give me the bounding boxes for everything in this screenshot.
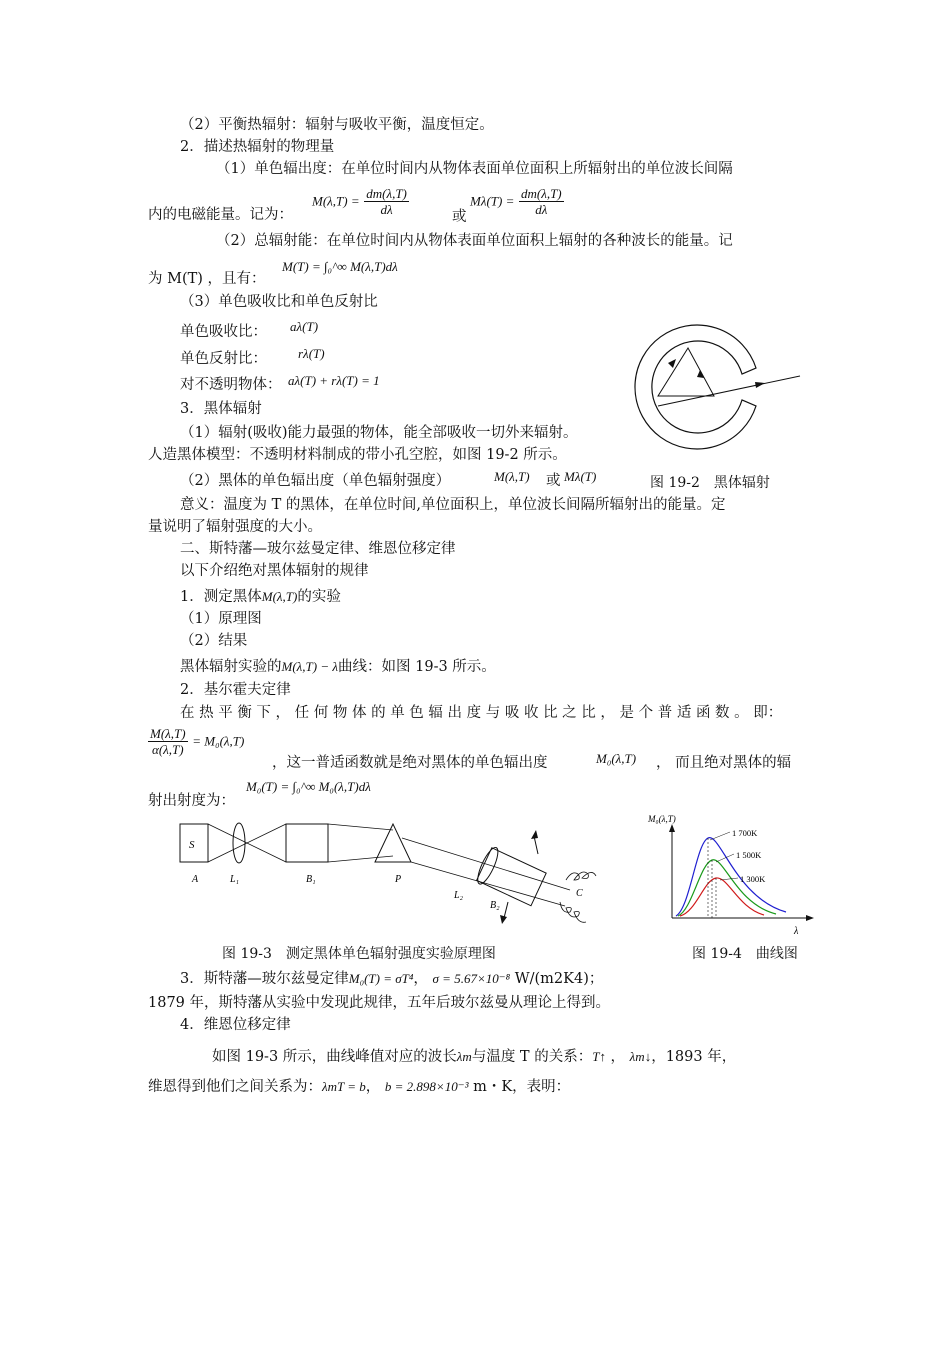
text-line: （1）原理图 [180, 611, 262, 627]
text-line: （3）单色吸收比和单色反射比 [180, 294, 378, 310]
cavity-wall [635, 325, 756, 449]
formula-blackbody: M(λ,T) [494, 469, 530, 484]
label-l1: L₁ [230, 874, 240, 885]
lens-l2 [474, 845, 502, 886]
text-line: 单色吸收比： [180, 324, 267, 340]
figure-caption-19-2: 图 19-2 黑体辐射 [650, 475, 770, 491]
x-axis-label: λ [794, 926, 799, 937]
label-1300k: 1 300K [740, 874, 766, 884]
text-line: 射出射度为： [148, 793, 235, 809]
figure-experiment-setup [170, 810, 630, 942]
formula-kirchhoff: $\frac{M(\lambda,T)}{\alpha(\lambda,T)}$ = M₀(λ,T) [150, 726, 245, 757]
formula-blackbody-alt: Mλ(T) [564, 469, 597, 484]
section-heading: 二、斯特藩—玻尔兹曼定律、维恩位移定律 [180, 541, 456, 557]
section-heading: 2．基尔霍夫定律 [180, 682, 291, 698]
figure-caption-19-3: 图 19-3 测定黑体单色辐射强度实验原理图 [222, 946, 496, 962]
formula-total-exitance: M(T) = ∫₀^∞ M(λ,T)dλ [282, 259, 398, 274]
lens-l1 [233, 823, 245, 863]
formula-blackbody-total: M₀(T) = ∫₀^∞ M₀(λ,T)dλ [246, 779, 371, 794]
section-heading: 3．黑体辐射 [180, 401, 262, 417]
curve-1700k [676, 838, 786, 916]
formula-spectral-exitance: M(λ,T) = $\frac{dm(\lambda,T)}{d\lambda}$ [312, 186, 407, 217]
curve-1500k [678, 860, 776, 916]
figure-blackbody-cavity [630, 316, 810, 456]
y-axis-label: M₀(λ,T) [648, 814, 676, 824]
text-line: 黑体辐射实验的M(λ,T) − λ曲线：如图 19-3 所示。 [180, 659, 496, 675]
label-b1: B₁ [306, 874, 316, 885]
text-line: （2）平衡热辐射：辐射与吸收平衡，温度恒定。 [180, 117, 494, 133]
text-line: 为 M(T) ，且有： [148, 271, 266, 287]
text-line: 1．测定黑体M(λ,T)的实验 [180, 589, 341, 605]
text-line: 意义：温度为 T 的黑体，在单位时间,单位面积上，单位波长间隔所辐射出的能量。定 [180, 497, 726, 513]
text-line: 以下介绍绝对黑体辐射的规律 [180, 563, 369, 579]
thermocouple-wire [560, 902, 586, 922]
arrow-icon [806, 915, 814, 921]
section-heading: 3．斯特藩—玻尔兹曼定律M₀(T) = σT⁴， σ = 5.67×10⁻⁸ W/(m2K4)； [180, 971, 604, 987]
label-b2: B₂ [490, 900, 500, 911]
label-l2: L₂ [454, 890, 464, 901]
text-line: ， 而且绝对黑体的辐 [656, 755, 792, 771]
arrow-icon [697, 370, 704, 378]
formula-opaque: aλ(T) + rλ(T) = 1 [288, 373, 380, 388]
label-1700k: 1 700K [732, 828, 758, 838]
label-a: A [192, 874, 199, 885]
formula-spectral-exitance-alt: Mλ(T) = $\frac{dm(\lambda,T)}{d\lambda}$ [470, 186, 562, 217]
text-line: 对不透明物体： [180, 377, 282, 393]
label-s: S [189, 839, 195, 851]
text-or: 或 [546, 473, 561, 489]
arrow-icon [531, 830, 538, 839]
figure-blackbody-curves [646, 808, 816, 940]
arrow-icon [755, 382, 765, 388]
text-line: 人造黑体模型：不透明材料制成的带小孔空腔，如图 19-2 所示。 [148, 447, 567, 463]
label-c: C [576, 888, 583, 899]
arrow-icon [500, 915, 507, 924]
text-or: 或 [452, 209, 467, 225]
arrow-icon [668, 359, 676, 368]
arrow-icon [669, 824, 675, 832]
text-line: 量说明了辐射强度的大小。 [148, 519, 322, 535]
text-line: ，这一普适函数就是绝对黑体的单色辐出度 [272, 755, 548, 771]
text-line: 内的电磁能量。记为： [148, 207, 293, 223]
text-line: （1）单色辐出度：在单位时间内从物体表面单位面积上所辐射出的单位波长间隔 [216, 161, 733, 177]
text-line: 单色反射比： [180, 351, 267, 367]
text-line: 维恩得到他们之间关系为：λmT = b， b = 2.898×10⁻³ m・K，表明： [148, 1079, 571, 1095]
section-heading: 4．维恩位移定律 [180, 1017, 291, 1033]
detector-b2 [477, 848, 547, 906]
incident-ray [658, 376, 800, 406]
text-line: 1879 年，斯特藩从实验中发现此规律，五年后玻尔兹曼从理论上得到。 [148, 995, 611, 1011]
text-line: （1）辐射(吸收)能力最强的物体，能全部吸收一切外来辐射。 [180, 425, 578, 441]
formula-reflectance: rλ(T) [298, 346, 325, 361]
text-line: （2）总辐射能：在单位时间内从物体表面单位面积上辐射的各种波长的能量。记 [216, 233, 733, 249]
label-p: P [395, 874, 402, 885]
formula-absorptance: aλ(T) [290, 319, 319, 334]
figure-caption-19-4: 图 19-4 曲线图 [692, 946, 798, 962]
thermocouple-wire [566, 872, 596, 880]
ray-triangle [658, 348, 714, 396]
slit-b1 [286, 824, 328, 862]
label-1500k: 1 500K [736, 850, 762, 860]
text-line: 如图 19-3 所示，曲线峰值对应的波长λm与温度 T 的关系：T↑ ， λm↓，1893 年， [212, 1049, 737, 1065]
formula-blackbody-m0: M₀(λ,T) [596, 751, 637, 766]
text-line: （2）结果 [180, 633, 248, 649]
section-heading: 2．描述热辐射的物理量 [180, 139, 335, 155]
text-line: 在 热 平 衡 下 ， 任 何 物 体 的 单 色 辐 出 度 与 吸 收 比 之 比 ， 是 个 普 适 函 数 。 即： [180, 705, 783, 721]
text-line: （2）黑体的单色辐出度（单色辐射强度） [180, 473, 451, 489]
